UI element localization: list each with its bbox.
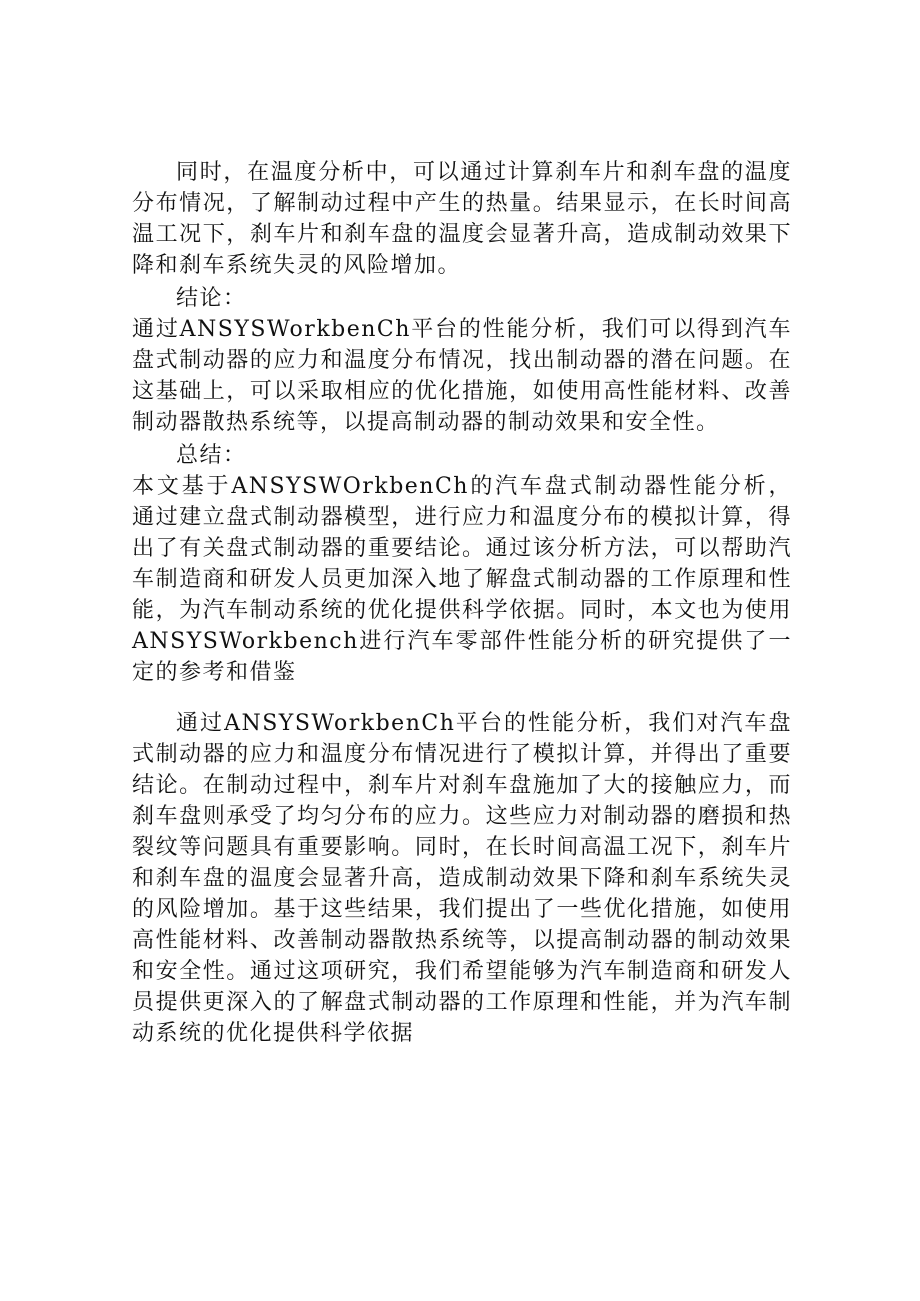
- paragraph-conclusion: 通过ANSYSWorkbenCh平台的性能分析，我们可以得到汽车盘式制动器的应力和温度分布情况，找出制动器的潜在问题。在这基础上，可以采取相应的优化措施，如使用高性能材料、改善制动器散热系统等，以提高制动器的制动效果和安全性。: [132, 317, 792, 435]
- paragraph-final: 通过ANSYSWorkbenCh平台的性能分析，我们对汽车盘式制动器的应力和温度分布情况进行了模拟计算，并得出了重要结论。在制动过程中，刹车片对刹车盘施加了大的接触应力，而刹车盘则承受了均匀分布的应力。这些应力对制动器的磨损和热裂纹等问题具有重要影响。同时，在长时间高温工况下，刹车片和刹车盘的温度会显著升高，造成制动效果下降和刹车系统失灵的风险增加。基于这些结果，我们提出了一些优化措施，如使用高性能材料、改善制动器散热系统等，以提高制动器的制动效果和安全性。通过这项研究，我们希望能够为汽车制造商和研发人员提供更深入的了解盘式制动器的工作原理和性能，并为汽车制动系统的优化提供科学依据: [132, 711, 792, 1046]
- document-body: [132, 157, 792, 1049]
- heading-conclusion: 结论：: [176, 286, 247, 311]
- spacer: [132, 688, 792, 708]
- heading-summary: 总结：: [176, 443, 247, 468]
- paragraph-temperature-analysis: 同时，在温度分析中，可以通过计算刹车片和刹车盘的温度分布情况，了解制动过程中产生的热量。结果显示，在长时间高温工况下，刹车片和刹车盘的温度会显著升高，造成制动效果下降和刹车系统失灵的风险增加。: [132, 160, 792, 278]
- paragraph-summary: 本文基于ANSYSWOrkbenCh的汽车盘式制动器性能分析，通过建立盘式制动器模型，进行应力和温度分布的模拟计算，得出了有关盘式制动器的重要结论。通过该分析方法，可以帮助汽车制造商和研发人员更加深入地了解盘式制动器的工作原理和性能，为汽车制动系统的优化提供科学依据。同时，本文也为使用ANSYSWorkbench进行汽车零部件性能分析的研究提供了一定的参考和借鉴: [132, 474, 792, 685]
